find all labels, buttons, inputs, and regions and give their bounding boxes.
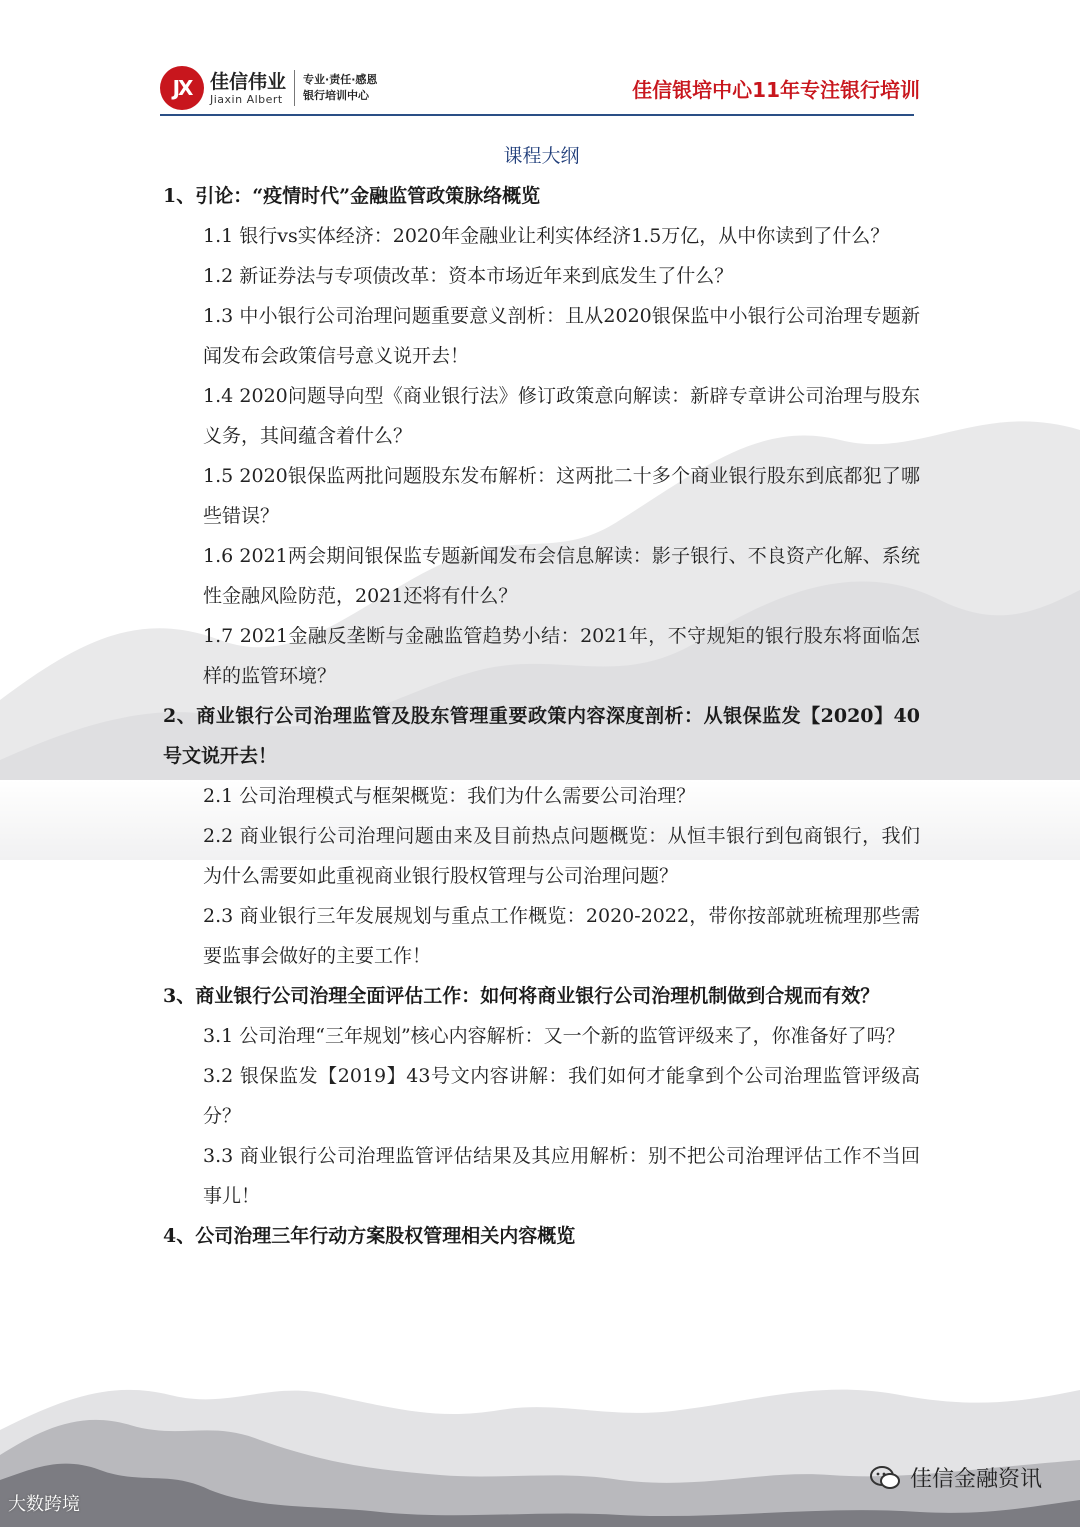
header-divider xyxy=(160,114,914,116)
outline-item-3-1: 3.1 公司治理“三年规划”核心内容解析：又一个新的监管评级来了，你准备好了吗？ xyxy=(203,1025,905,1047)
outline-item-3-2: 3.2 银保监发【2019】43号文内容讲解：我们如何才能拿到个公司治理监管评级高分？ xyxy=(203,1065,920,1127)
slogan-line-1: 专业·责任·感恩 xyxy=(303,73,378,86)
logo-chinese-name: 佳信伟业 xyxy=(210,70,287,93)
brand-logo xyxy=(160,66,377,110)
watermark-left xyxy=(8,1490,80,1516)
section-heading-3: 3、商业银行公司治理全面评估工作：如何将商业银行公司治理机制做到合规而有效？ xyxy=(163,985,880,1007)
outline-item-1-3: 1.3 中小银行公司治理问题重要意义剖析：且从2020银保监中小银行公司治理专题新闻发布会政策信号意义说开去！ xyxy=(203,305,920,367)
header-tagline: 佳信银培中心11年专注银行培训 xyxy=(632,78,920,102)
outline-item-1-6: 1.6 2021两会期间银保监专题新闻发布会信息解读：影子银行、不良资产化解、系统性金融风险防范，2021还将有什么？ xyxy=(203,545,920,607)
section-heading-2: 2、商业银行公司治理监管及股东管理重要政策内容深度剖析：从银保监发【2020】40号文说开去！ xyxy=(163,705,920,767)
outline-item-2-2: 2.2 商业银行公司治理问题由来及目前热点问题概览：从恒丰银行到包商银行，我们为什么需要如此重视商业银行股权管理与公司治理问题？ xyxy=(203,825,920,887)
outline-item-1-4: 1.4 2020问题导向型《商业银行法》修订政策意向解读：新辟专章讲公司治理与股东义务，其间蕴含着什么？ xyxy=(203,385,920,447)
outline-item-3-3: 3.3 商业银行公司治理监管评估结果及其应用解析：别不把公司治理评估工作不当回事儿！ xyxy=(203,1145,920,1207)
section-heading-1: 1、引论：“疫情时代”金融监管政策脉络概览 xyxy=(163,185,541,207)
section-heading-4: 4、公司治理三年行动方案股权管理相关内容概览 xyxy=(163,1225,576,1247)
logo-text xyxy=(210,71,286,106)
outline-item-2-1: 2.1 公司治理模式与框架概览：我们为什么需要公司治理？ xyxy=(203,785,696,807)
page-title: 课程大纲 xyxy=(503,145,580,167)
logo-divider xyxy=(294,70,295,106)
outline-item-2-3: 2.3 商业银行三年发展规划与重点工作概览：2020-2022，带你按部就班梳理那些需要监事会做好的主要工作！ xyxy=(203,905,920,967)
logo-mark-icon: JX xyxy=(160,66,204,110)
slogan-line-2: 银行培训中心 xyxy=(303,89,370,102)
outline-item-1-5: 1.5 2020银保监两批问题股东发布解析：这两批二十多个商业银行股东到底都犯了哪些错误？ xyxy=(203,465,920,527)
outline-item-1-7: 1.7 2021金融反垄断与金融监管趋势小结：2021年，不守规矩的银行股东将面临怎样的监管环境？ xyxy=(203,625,920,687)
page-header xyxy=(160,60,920,116)
logo-english-name: Jiaxin Albert xyxy=(210,92,283,106)
document-body xyxy=(163,136,920,1256)
watermark-right-text: 佳信金融资讯 xyxy=(909,1467,1042,1492)
watermark-right xyxy=(870,1462,1042,1493)
logo-slogan xyxy=(303,72,377,104)
watermark-left-text: 大数跨境 xyxy=(8,1494,80,1515)
wechat-icon xyxy=(870,1465,900,1491)
outline-item-1-1: 1.1 银行vs实体经济：2020年金融业让利实体经济1.5万亿，从中你读到了什么？ xyxy=(203,225,890,247)
outline-item-1-2: 1.2 新证券法与专项债改革：资本市场近年来到底发生了什么？ xyxy=(203,265,734,287)
